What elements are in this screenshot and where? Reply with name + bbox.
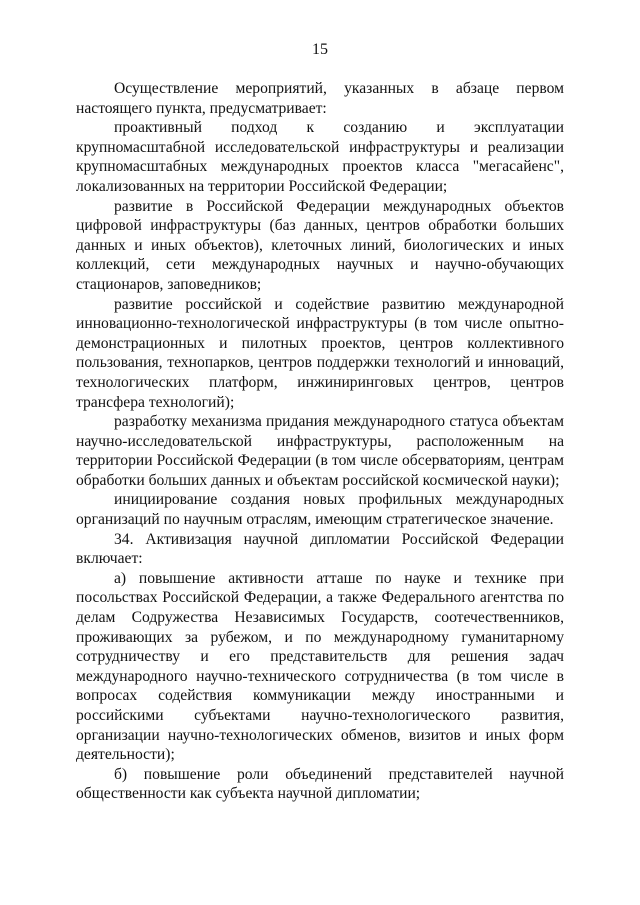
paragraph-international-status: разработку механизма придания международного статуса объектам научно-исследовательской инфраструктуры, расположенным на территории Российской Федерации (в том числе обсерваториям, центрам обработки больших данных и объектам российской космической науки); — [76, 413, 564, 489]
document-body — [76, 79, 564, 804]
paragraph-item-a: а) повышение активности атташе по науке и технике при посольствах Российской Федерации, а также Федерального агентства по делам Содружества Независимых Государств, соотечественников, проживающих за рубежом, и по международному гуманитарному сотрудничеству и его представительств для решения задач международного научно-технического сотрудничества (в том числе в вопросах содействия коммуникации между иностранными и российскими субъектами научно-технологического развития, организации научно-технологических обменов, визитов и иных форм деятельности); — [76, 569, 564, 764]
paragraph-megascience: проактивный подход к созданию и эксплуатации крупномасштабной исследовательской инфраструктуры и реализации крупномасштабных международных проектов класса "мегасайенс", локализованных на территории Российской Федерации; — [76, 119, 564, 195]
paragraph-innovation-infrastructure: развитие российской и содействие развитию международной инновационно-технологической инфраструктуры (в том числе опытно-демонстрационных и пилотных проектов, центров коллективного пользования, технопарков, центров поддержки технологий и инноваций, технологических платформ, инжиниринговых центров, центров трансфера технологий); — [76, 295, 564, 411]
paragraph-intro: Осуществление мероприятий, указанных в абзаце первом настоящего пункта, предусматривает: — [76, 80, 564, 117]
paragraph-item-b: б) повышение роли объединений представителей научной общественности как субъекта научной дипломатии; — [76, 765, 564, 803]
paragraph-item-34: 34. Активизация научной дипломатии Российской Федерации включает: — [76, 530, 564, 568]
paragraph-digital-infrastructure: развитие в Российской Федерации международных объектов цифровой инфраструктуры (баз данных, центров обработки больших данных и иных объектов), клеточных линий, биологических и иных коллекций, сети международных научных и научно-обучающих стационаров, заповедников; — [76, 197, 564, 293]
paragraph-new-organizations: инициирование создания новых профильных международных организаций по научным отраслям, имеющим стратегическое значение. — [76, 491, 564, 529]
page-number: 15 — [312, 41, 328, 58]
